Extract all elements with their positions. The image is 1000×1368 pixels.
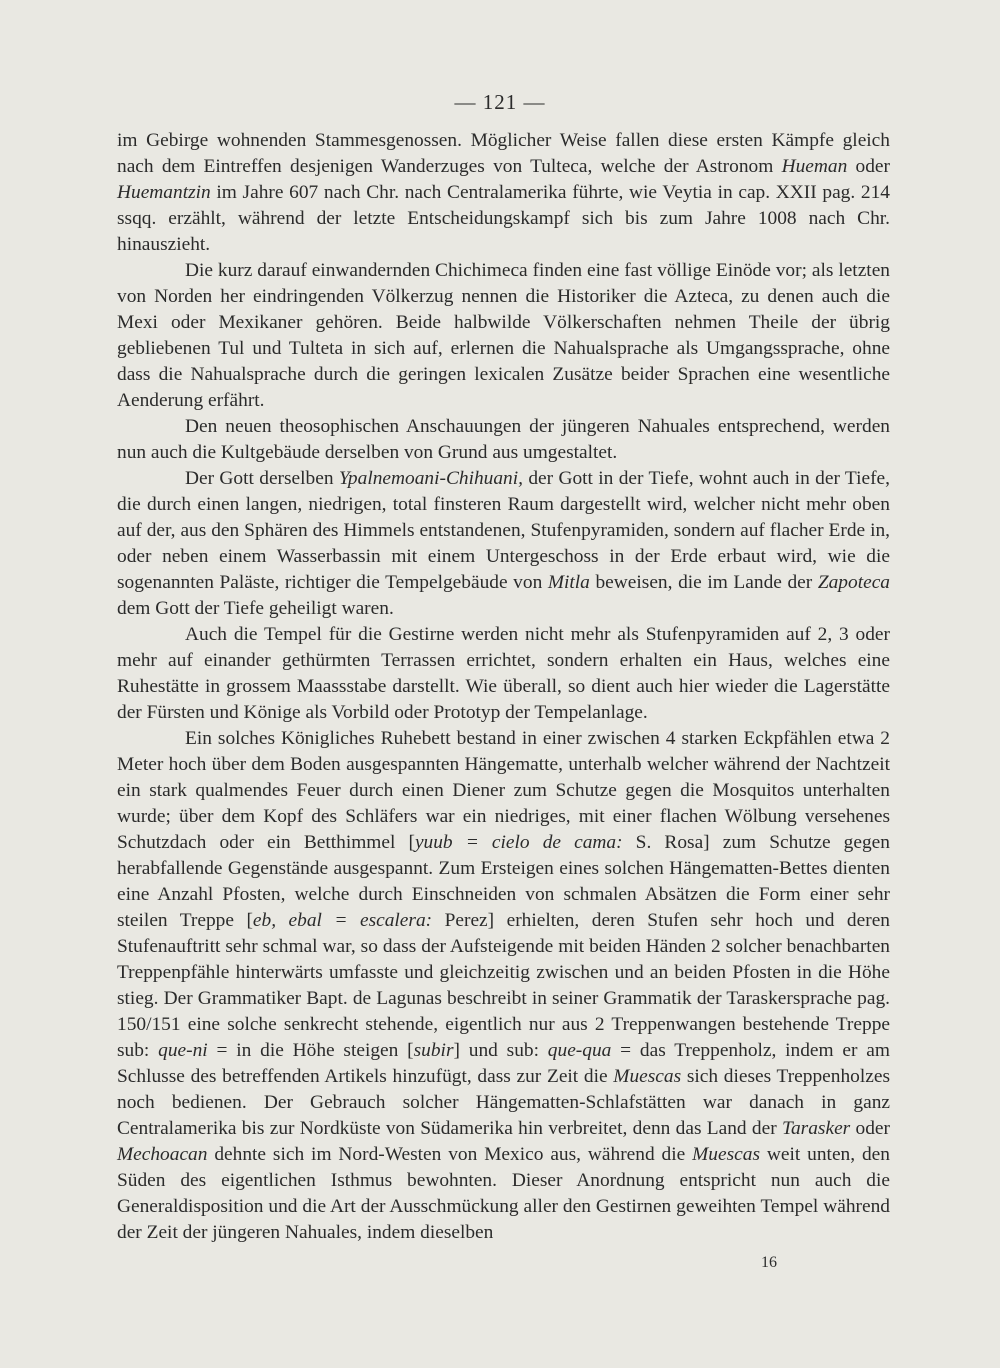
text-run: beweisen, die im Lande der xyxy=(589,572,818,593)
italic-term: Ypalnemoani-Chihuani, xyxy=(338,468,523,489)
paragraph xyxy=(117,414,890,466)
text-run: dem Gott der Tiefe geheiligt waren. xyxy=(117,598,394,619)
paragraph xyxy=(117,258,890,414)
text-run: der Gott in der Tiefe, wohnt auch in der Tiefe, die durch einen langen, niedrigen, total finsteren Raum dargestellt wird, welcher nicht mehr oben auf der, aus den Sphären des Himmels entstandenen, Stufenpyramiden, sondern auf flacher Erde in, oder neben einem Wasserbassin mit einem Untergeschoss in der Erde erbaut wird, wie die sogenannten Paläste, richtiger die Tempelgebäude von xyxy=(117,468,890,593)
paragraph xyxy=(117,726,890,1246)
italic-term: eb, ebal = escalera: xyxy=(252,910,433,931)
italic-term: yuub = cielo de cama: xyxy=(414,832,623,853)
italic-term: Zapoteca xyxy=(817,572,890,593)
italic-term: Muescas xyxy=(613,1066,682,1087)
text-run: weit unten, den Süden des eigentlichen Isthmus bewohnten. Dieser Anordnung entspricht nun auch die Generaldisposition und die Art der Ausschmückung aller den Gestirnen geweihten Tempel während der Zeit der jüngeren Nahuales, indem dieselben xyxy=(117,1144,890,1243)
paragraph xyxy=(117,622,890,726)
text-run: Der Gott derselben xyxy=(185,468,339,489)
italic-term: subir xyxy=(413,1040,454,1061)
text-run: Perez] erhielten, deren Stufen sehr hoch und deren Stufenauftritt sehr schmal war, so dass der Aufsteigende mit beiden Händen 2 solcher benachbarten Treppenpfähle hinterwärts umfasste und gleichzeitig zwischen und an beiden Pfosten in die Höhe stieg. Der Grammatiker Bapt. de Lagunas beschreibt in seiner Grammatik der Taraskersprache pag. 150/151 eine solche senkrecht stehende, eigentlich nur aus 2 Treppenwangen bestehende Treppe sub: xyxy=(117,910,890,1061)
page-number: — 121 — xyxy=(454,90,546,114)
paragraph xyxy=(117,466,890,622)
italic-term: que-qua xyxy=(547,1040,612,1061)
text-run: oder xyxy=(850,1118,890,1139)
paragraph xyxy=(117,128,890,258)
text-run: im Gebirge wohnenden Stammesgenossen. Möglicher Weise fallen diese ersten Kämpfe gleich nach dem Eintreffen desjenigen Wanderzuges von Tulteca, welche der Astronom xyxy=(117,130,890,177)
text-run: Ein solches Königliches Ruhebett bestand in einer zwischen 4 starken Eckpfählen etwa 2 Meter hoch über dem Boden ausgespannten Hängematte, unterhalb welcher während der Nachtzeit ein stark qualmendes Feuer durch einen Diener zum Schutze gegen die Mosquitos unterhalten wurde; über dem Kopf des Schläfers war ein niedriges, mit einer flachen Wölbung versehenes Schutzdach oder ein Betthimmel [ xyxy=(117,728,890,853)
text-run: im Jahre 607 nach Chr. nach Centralamerika führte, wie Veytia in cap. XXII pag. 214 ssqq. erzählt, während der letzte Entscheidungskampf sich bis zum Jahre 1008 nach Chr. hinauszieht. xyxy=(117,182,890,255)
signature-mark: 16 xyxy=(761,1254,777,1271)
italic-term: Mechoacan xyxy=(117,1144,208,1165)
italic-term: Muescas xyxy=(692,1144,760,1165)
italic-term: que-ni xyxy=(158,1040,208,1061)
text-run: Die kurz darauf einwandernden Chichimeca finden eine fast völlige Einöde vor; als letzten von Norden her eindringenden Völkerzug nennen die Historiker die Azteca, zu denen auch die Mexi oder Mexikaner gehören. Beide halbwilde Völkerschaften nehmen Theile der übrig gebliebenen Tul und Tulteta in sich auf, erlernen die Nahualsprache als Umgangssprache, ohne dass die Nahualsprache durch die geringen lexicalen Zusätze beider Sprachen eine wesentliche Aenderung erfährt. xyxy=(117,260,890,411)
text-run: Auch die Tempel für die Gestirne werden nicht mehr als Stufenpyramiden auf 2, 3 oder mehr auf einander gethürmten Terrassen errichtet, sondern erhalten ein Haus, welches eine Ruhestätte in grossem Maassstabe darstellt. Wie überall, so dient auch hier wieder die Lagerstätte der Fürsten und Könige als Vorbild oder Prototyp der Tempelanlage. xyxy=(117,624,890,723)
italic-term: Tarasker xyxy=(781,1118,851,1139)
text-run: ] und sub: xyxy=(453,1040,548,1061)
text-run: sich dieses Treppenholzes noch bedienen. Der Gebrauch solcher Hängematten-Schlafstätten war danach in ganz Centralamerika bis zur Nordküste von Südamerika hin verbreitet, denn das Land der xyxy=(117,1066,890,1139)
text-run: dehnte sich im Nord-Westen von Mexico aus, während die xyxy=(207,1144,693,1165)
italic-term: Mitla xyxy=(547,572,590,593)
body-text xyxy=(117,128,890,1246)
text-run: oder xyxy=(847,156,890,177)
text-run: S. Rosa] zum Schutze gegen herabfallende Gegenstände ausgespannt. Zum Ersteigen eines solchen Hängematten-Bettes dienten eine Anzahl Pfosten, welche durch Einschneiden von schmalen Absätzen die Form einer sehr steilen Treppe [ xyxy=(117,832,890,931)
italic-term: Hueman xyxy=(781,156,848,177)
text-run: Den neuen theosophischen Anschauungen der jüngeren Nahuales entsprechend, werden nun auch die Kultgebäude derselben von Grund aus umgestaltet. xyxy=(117,416,890,463)
italic-term: Huemantzin xyxy=(117,182,211,203)
text-run: = in die Höhe steigen [ xyxy=(207,1040,414,1061)
text-run: = das Treppenholz, indem er am Schlusse des betreffenden Artikels hinzufügt, dass zur Zeit die xyxy=(117,1040,890,1087)
